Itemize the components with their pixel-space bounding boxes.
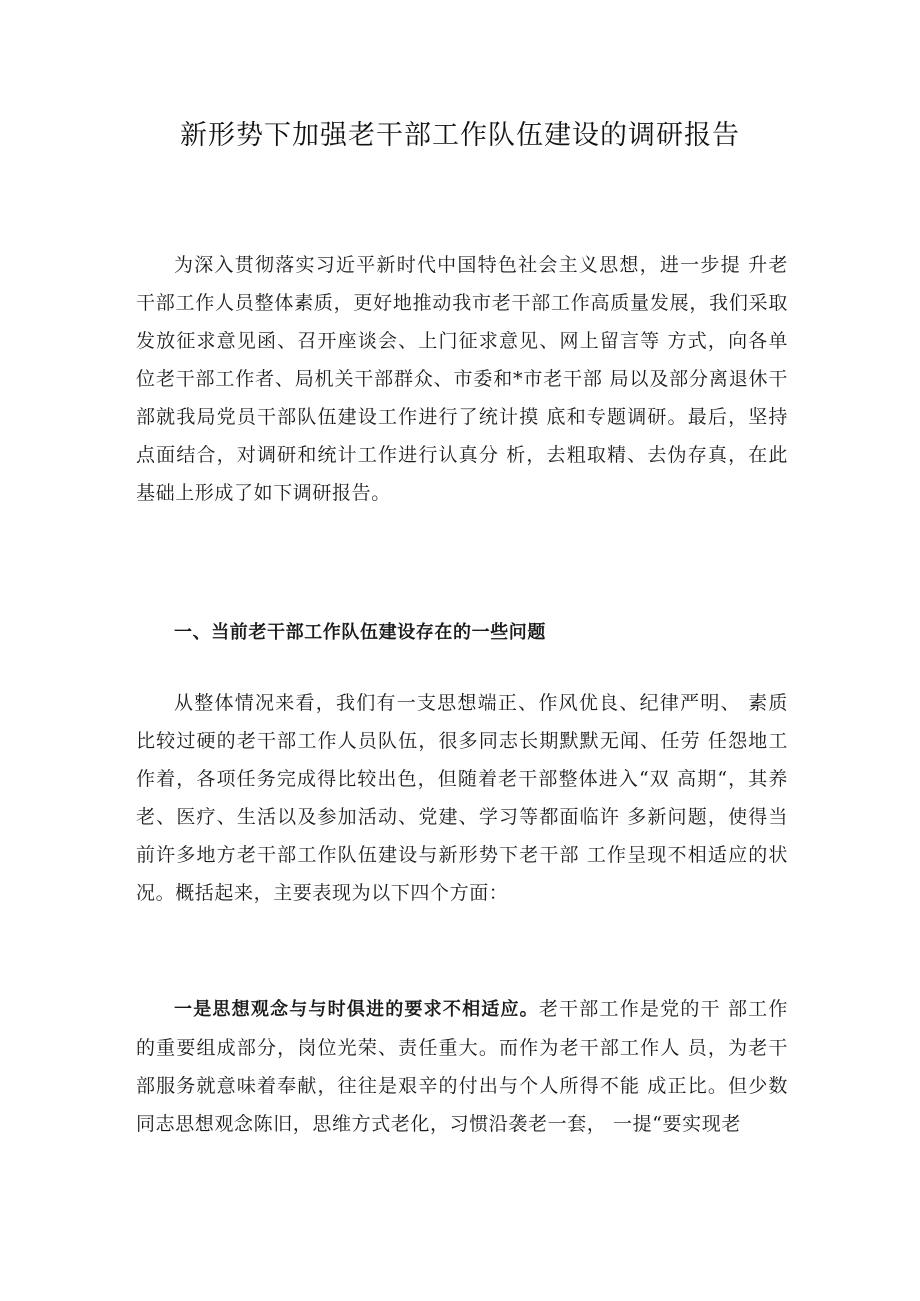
point-lead: 一是思想观念与与时俱进的要求不相适应。 — [174, 999, 539, 1020]
intro-paragraph: 为深入贯彻落实习近平新时代中国特色社会主义思想，进一步提 升老干部工作人员整体素质，更好地推动我市老干部工作高质量发展，我们采取发放征求意见函、召开座谈会、上门征求意见、网上留言等 方式，向各单位老干部工作者、局机关干部群众、市委和*市老干部 局以及部分离退休干部就我局党员干部队伍建设工作进行了统计摸 底和专题调研。最后，坚持点面结合，对调研和统计工作进行认真分 析，去粗取精、去伪存真，在此基础上形成了如下调研报告。 — [136, 254, 788, 504]
section-heading: 一、当前老干部工作队伍建设存在的一些问题 — [174, 622, 546, 643]
point-body: 老干部工作是党的干 部工作的重要组成部分，岗位光荣、责任重大。而作为老干部工作人 员，为老干部服务就意味着奉献，往往是艰辛的付出与个人所得不能 成正比。但少数同志思想观念陈旧，思维方式老化，习惯沿袭老一套， 一提“要实现老 — [136, 998, 788, 1135]
section-paragraph: 从整体情况来看，我们有一支思想端正、作风优良、纪律严明、 素质比较过硬的老干部工作人员队伍，很多同志长期默默无闻、任劳 任怨地工作着，各项任务完成得比较出色，但随着老干部整体进入“双 高期“，其养老、医疗、生活以及参加活动、党建、学习等都面临许 多新问题，使得当前许多地方老干部工作队伍建设与新形势下老干部 工作呈现不相适应的状况。概括起来，主要表现为以下四个方面： — [136, 692, 788, 904]
document-title: 新形势下加强老干部工作队伍建设的调研报告 — [180, 120, 740, 151]
point-paragraph — [136, 990, 788, 1143]
